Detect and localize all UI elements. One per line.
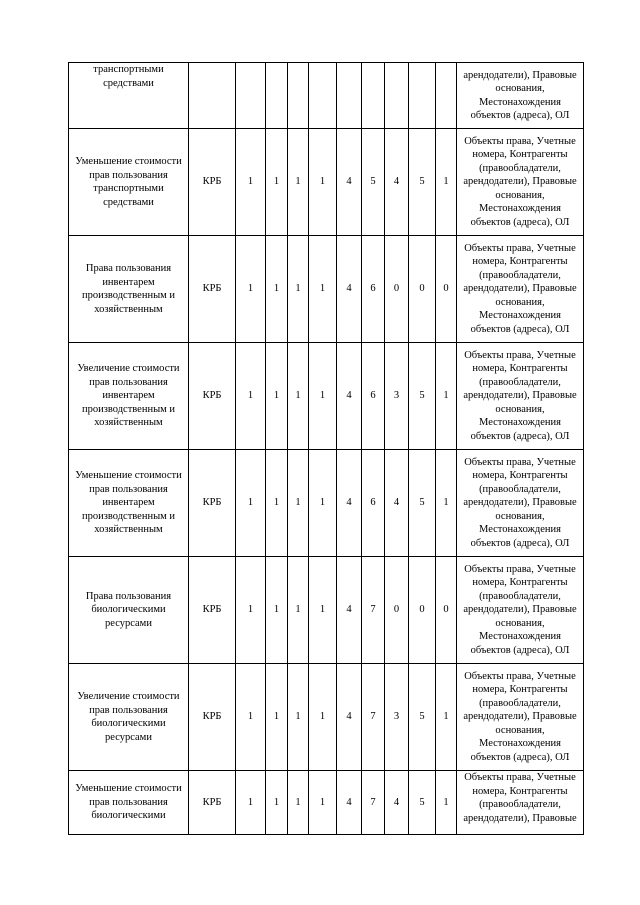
analytics-attributes-cell: Объекты права, Учетные номера, Контрагенты (правообладатели, арендодатели), Правовые основания, Местонахождения объектов (адреса), ОЛ — [457, 129, 584, 236]
analytics-attributes-cell: Объекты права, Учетные номера, Контрагенты (правообладатели, арендодатели), Правовые основания, Местонахождения объектов (адреса), ОЛ — [457, 664, 584, 771]
account-digit-cell: 6 — [362, 343, 385, 450]
account-code-cell: КРБ — [189, 236, 236, 343]
account-digit-cell: 1 — [236, 129, 266, 236]
account-digit-cell — [362, 63, 385, 129]
table-row — [69, 771, 584, 835]
account-digit-cell: 1 — [236, 664, 266, 771]
account-code-cell: КРБ — [189, 557, 236, 664]
account-name-cell: Уменьшение стоимости прав пользования транспортными средствами — [69, 129, 189, 236]
account-digit-cell: 1 — [236, 450, 266, 557]
account-digit-cell: 4 — [337, 450, 362, 557]
analytics-attributes-cell: Объекты права, Учетные номера, Контрагенты (правообладатели, арендодатели), Правовые основания, Местонахождения объектов (адреса), ОЛ — [457, 557, 584, 664]
account-digit-cell: 7 — [362, 557, 385, 664]
account-digit-cell: 1 — [266, 771, 288, 835]
account-digit-cell: 6 — [362, 236, 385, 343]
account-digit-cell: 6 — [362, 450, 385, 557]
account-digit-cell: 1 — [309, 450, 337, 557]
account-digit-cell: 1 — [436, 129, 457, 236]
account-digit-cell: 1 — [309, 771, 337, 835]
account-digit-cell: 1 — [266, 236, 288, 343]
account-code-cell: КРБ — [189, 450, 236, 557]
account-digit-cell: 1 — [288, 664, 309, 771]
account-digit-cell: 1 — [436, 450, 457, 557]
account-name-cell: Уменьшение стоимости прав пользования биологическими — [69, 771, 189, 835]
table-body — [69, 63, 584, 835]
account-digit-cell — [436, 63, 457, 129]
account-name-cell: Права пользования инвентарем производственным и хозяйственным — [69, 236, 189, 343]
account-digit-cell: 4 — [337, 129, 362, 236]
analytics-attributes-cell: арендодатели), Правовые основания, Местонахождения объектов (адреса), ОЛ — [457, 63, 584, 129]
account-digit-cell: 4 — [337, 664, 362, 771]
table-row — [69, 63, 584, 129]
account-digit-cell — [409, 63, 436, 129]
account-digit-cell: 1 — [266, 664, 288, 771]
account-digit-cell: 1 — [288, 236, 309, 343]
analytics-attributes-cell: Объекты права, Учетные номера, Контрагенты (правообладатели, арендодатели), Правовые основания, Местонахождения объектов (адреса), ОЛ — [457, 450, 584, 557]
analytics-attributes-cell: Объекты права, Учетные номера, Контрагенты (правообладатели, арендодатели), Правовые основания, Местонахождения объектов (адреса), ОЛ — [457, 343, 584, 450]
account-digit-cell: 4 — [337, 771, 362, 835]
account-digit-cell: 3 — [385, 664, 409, 771]
account-digit-cell: 7 — [362, 771, 385, 835]
account-code-cell: КРБ — [189, 129, 236, 236]
account-digit-cell: 1 — [288, 450, 309, 557]
account-digit-cell: 1 — [236, 343, 266, 450]
accounts-table — [68, 62, 584, 835]
account-digit-cell: 0 — [409, 236, 436, 343]
account-digit-cell — [266, 63, 288, 129]
account-digit-cell: 5 — [409, 343, 436, 450]
account-digit-cell: 4 — [385, 450, 409, 557]
account-code-cell: КРБ — [189, 664, 236, 771]
account-digit-cell: 1 — [266, 343, 288, 450]
account-digit-cell: 0 — [436, 236, 457, 343]
account-code-cell: КРБ — [189, 771, 236, 835]
account-code-cell — [189, 63, 236, 129]
account-digit-cell — [385, 63, 409, 129]
table-row — [69, 557, 584, 664]
account-digit-cell: 1 — [266, 557, 288, 664]
account-name-cell: Уменьшение стоимости прав пользования инвентарем производственным и хозяйственным — [69, 450, 189, 557]
account-digit-cell: 1 — [236, 557, 266, 664]
account-name-cell: Увеличение стоимости прав пользования биологическими ресурсами — [69, 664, 189, 771]
account-digit-cell: 7 — [362, 664, 385, 771]
account-digit-cell: 1 — [436, 664, 457, 771]
account-name-cell: Права пользования биологическими ресурсами — [69, 557, 189, 664]
account-digit-cell: 1 — [266, 129, 288, 236]
account-digit-cell: 4 — [385, 129, 409, 236]
account-digit-cell: 1 — [266, 450, 288, 557]
account-digit-cell: 1 — [436, 343, 457, 450]
table-row — [69, 129, 584, 236]
analytics-attributes-cell: Объекты права, Учетные номера, Контрагенты (правообладатели, арендодатели), Правовые — [457, 771, 584, 835]
account-digit-cell: 1 — [309, 343, 337, 450]
account-digit-cell: 0 — [436, 557, 457, 664]
account-digit-cell: 5 — [409, 450, 436, 557]
account-digit-cell: 5 — [362, 129, 385, 236]
table-row — [69, 450, 584, 557]
account-digit-cell: 1 — [288, 129, 309, 236]
account-digit-cell — [309, 63, 337, 129]
account-digit-cell: 1 — [288, 557, 309, 664]
account-digit-cell: 1 — [309, 664, 337, 771]
account-name-cell: Увеличение стоимости прав пользования инвентарем производственным и хозяйственным — [69, 343, 189, 450]
table-row — [69, 664, 584, 771]
account-digit-cell: 1 — [236, 236, 266, 343]
table-row — [69, 236, 584, 343]
account-digit-cell: 0 — [385, 236, 409, 343]
account-digit-cell: 5 — [409, 664, 436, 771]
account-digit-cell: 1 — [436, 771, 457, 835]
account-digit-cell: 1 — [236, 771, 266, 835]
account-digit-cell: 0 — [385, 557, 409, 664]
account-digit-cell: 1 — [309, 129, 337, 236]
account-digit-cell — [337, 63, 362, 129]
account-digit-cell: 4 — [337, 343, 362, 450]
account-digit-cell: 1 — [288, 343, 309, 450]
account-code-cell: КРБ — [189, 343, 236, 450]
account-digit-cell: 5 — [409, 129, 436, 236]
account-digit-cell — [288, 63, 309, 129]
account-digit-cell: 1 — [309, 236, 337, 343]
table-row — [69, 343, 584, 450]
account-digit-cell: 1 — [288, 771, 309, 835]
account-digit-cell: 4 — [385, 771, 409, 835]
account-digit-cell: 5 — [409, 771, 436, 835]
analytics-attributes-cell: Объекты права, Учетные номера, Контрагенты (правообладатели, арендодатели), Правовые основания, Местонахождения объектов (адреса), ОЛ — [457, 236, 584, 343]
account-digit-cell: 1 — [309, 557, 337, 664]
account-digit-cell: 3 — [385, 343, 409, 450]
account-digit-cell: 4 — [337, 236, 362, 343]
account-digit-cell: 4 — [337, 557, 362, 664]
account-digit-cell: 0 — [409, 557, 436, 664]
account-name-cell: транспортными средствами — [69, 63, 189, 129]
account-digit-cell — [236, 63, 266, 129]
